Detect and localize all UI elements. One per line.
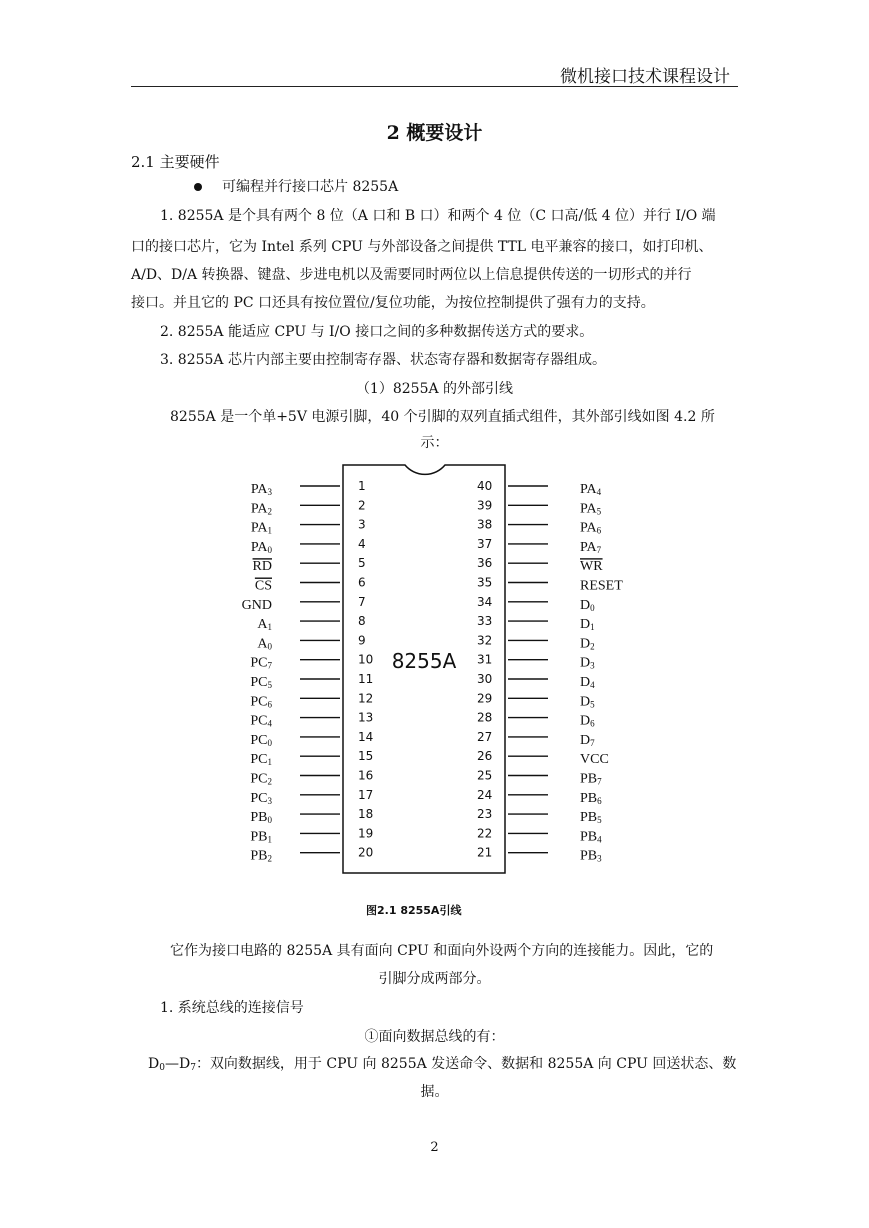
left-pin-number: 12 xyxy=(358,691,374,706)
right-pin-number: 31 xyxy=(477,652,493,667)
pin-label-sub: 6 xyxy=(590,718,595,729)
left-pin-label xyxy=(242,598,272,613)
subsection-heading: 2.1 主要硬件 xyxy=(131,153,220,171)
right-pin-number: 35 xyxy=(477,575,493,590)
dash: — xyxy=(164,1056,179,1072)
right-pin-label xyxy=(580,849,602,864)
pin-label-sub: 6 xyxy=(597,795,602,806)
left-pin-label xyxy=(250,791,272,806)
pin-label-base: PA xyxy=(250,539,268,555)
right-pin-number: 29 xyxy=(477,691,493,706)
pin-label-sub: 0 xyxy=(267,815,272,826)
pin-label-base: D xyxy=(580,655,591,671)
right-pin-label xyxy=(580,675,595,690)
left-pin-number: 19 xyxy=(358,826,374,841)
left-pin-number: 17 xyxy=(358,787,374,802)
right-pin-number: 25 xyxy=(477,768,493,783)
pin-label-sub: 1 xyxy=(267,622,272,633)
right-pin-number: 26 xyxy=(477,749,493,764)
pin-label-base: PA xyxy=(580,482,597,497)
pin-label-base: RD xyxy=(252,559,272,575)
right-pin-label xyxy=(580,772,602,787)
right-pin-label xyxy=(580,598,595,613)
left-pin-label xyxy=(251,540,273,555)
running-header: 微机接口技术课程设计 xyxy=(560,67,730,87)
right-pin-label xyxy=(580,501,602,516)
pin-label-sub: 4 xyxy=(590,680,595,690)
chip-name: 8255A xyxy=(391,649,457,673)
right-pin-label xyxy=(580,791,602,806)
left-pin-number: 14 xyxy=(358,729,374,744)
header-rule xyxy=(131,86,738,87)
left-pin-number: 4 xyxy=(358,536,366,551)
pin-label-base: D xyxy=(580,636,591,652)
right-pin-label xyxy=(580,617,595,632)
right-pin-number: 30 xyxy=(477,672,493,686)
paragraph: 口的接口芯片，它为 Intel 系列 CPU 与外部设备之间提供 TTL 电平兼容的接口，如打印机、 xyxy=(131,239,713,255)
right-pin-label xyxy=(580,579,623,594)
left-pin-label xyxy=(257,636,272,651)
pin-label-sub: 0 xyxy=(267,544,272,555)
right-pin-label xyxy=(580,656,595,671)
pin-label-base: PC xyxy=(250,675,268,690)
right-pin-label xyxy=(580,714,595,729)
d0-label: D xyxy=(148,1056,160,1072)
paragraph: 2. 8255A 能适应 CPU 与 I/O 接口之间的多种数据传送方式的要求。 xyxy=(160,324,594,340)
right-pin-number: 28 xyxy=(477,710,493,725)
pin-label-base: PA xyxy=(250,520,268,536)
bullet-item: 可编程并行接口芯片 8255A xyxy=(222,179,399,195)
pin-label-sub: 1 xyxy=(267,525,272,536)
left-pin-label xyxy=(250,772,272,787)
pin-label-base: D xyxy=(580,617,591,633)
left-pin-label xyxy=(250,694,272,709)
right-pin-label xyxy=(580,559,603,574)
pin-label-base: PB xyxy=(580,771,598,787)
data-line xyxy=(148,1055,736,1077)
right-pin-number: 34 xyxy=(477,594,493,609)
pin-intro: 8255A 是一个单+5V 电源引脚，40 个引脚的双列直插式组件，其外部引线如图 4.2 所 xyxy=(170,409,715,425)
pin-label-base: PA xyxy=(580,501,597,517)
pin-label-base: PA xyxy=(580,539,597,555)
left-pin-number: 18 xyxy=(358,807,374,822)
pin-heading: （1）8255A 的外部引线 xyxy=(355,381,514,397)
d0-sub: 0 xyxy=(159,1063,165,1073)
left-pin-label xyxy=(253,559,272,574)
right-pin-label xyxy=(580,521,602,536)
left-pin-label xyxy=(251,501,272,516)
right-pin-label xyxy=(580,752,609,767)
paragraph-cont: 引脚分成两部分。 xyxy=(378,971,491,987)
right-pin-label xyxy=(580,482,602,497)
figure-caption: 图2.1 8255A引线 xyxy=(366,904,462,917)
left-pin-number: 6 xyxy=(358,575,366,590)
right-pin-number: 27 xyxy=(477,729,493,744)
pin-label-base: PB xyxy=(250,829,268,845)
pin-label-base: PB xyxy=(580,790,598,806)
pin-label-sub: 0 xyxy=(267,641,272,652)
pin-label-base: D xyxy=(580,713,591,729)
pin-label-base: VCC xyxy=(580,752,609,768)
right-pin-number: 36 xyxy=(477,556,493,571)
paragraph: 它作为接口电路的 8255A 具有面向 CPU 和面向外设两个方向的连接能力。因此，它的 xyxy=(170,943,714,959)
pin-label-sub: 2 xyxy=(267,853,272,864)
pin-label-base: A xyxy=(257,636,268,652)
left-pin-number: 8 xyxy=(358,614,366,629)
left-pin-label xyxy=(250,829,272,844)
pin-label-sub: 3 xyxy=(267,487,272,497)
pin-label-base: D xyxy=(580,732,591,748)
left-pin-label xyxy=(251,482,273,497)
page-number: 2 xyxy=(430,1140,439,1155)
pin-label-sub: 3 xyxy=(590,660,595,671)
right-pin-label xyxy=(580,540,602,555)
pin-label-sub: 7 xyxy=(267,660,272,671)
chip-pinout-diagram xyxy=(0,455,869,875)
pin-label-base: PC xyxy=(250,752,268,768)
left-pin-label xyxy=(250,733,272,748)
pin-label-base: PC xyxy=(250,771,268,787)
left-pin-number: 10 xyxy=(358,652,374,667)
pin-label-sub: 2 xyxy=(590,641,595,652)
pin-label-base: PA xyxy=(250,501,268,517)
left-pin-label xyxy=(251,521,272,536)
left-pin-number: 3 xyxy=(358,517,366,532)
left-pin-number: 13 xyxy=(358,710,374,725)
pin-label-base: D xyxy=(580,694,591,710)
left-pin-label xyxy=(250,849,272,864)
pin-label-base: PB xyxy=(250,810,268,826)
right-pin-number: 33 xyxy=(477,614,493,629)
right-pin-label xyxy=(580,636,595,651)
pin-label-sub: 5 xyxy=(597,815,602,826)
pin-label-base: A xyxy=(257,617,268,633)
pin-label-sub: 7 xyxy=(597,776,602,787)
pin-label-sub: 0 xyxy=(590,602,595,613)
bus-heading: 1. 系统总线的连接信号 xyxy=(160,1000,304,1016)
pin-label-base: PA xyxy=(580,520,597,536)
right-pin-number: 39 xyxy=(477,498,493,513)
left-pin-number: 15 xyxy=(358,749,374,764)
left-pin-label xyxy=(250,810,272,825)
right-pin-label xyxy=(580,829,602,844)
pin-label-base: D xyxy=(580,675,591,690)
pin-label-base: CS xyxy=(254,578,272,594)
pin-label-base: PB xyxy=(580,829,598,845)
pin-label-base: PC xyxy=(250,732,268,748)
right-pin-number: 32 xyxy=(477,633,493,648)
data-bus-heading: ①面向数据总线的有： xyxy=(364,1029,505,1045)
paragraph: A/D、D/A 转换器、键盘、步进电机以及需要同时两位以上信息提供传送的一切形式的并行 xyxy=(131,267,692,283)
pin-label-base: RESET xyxy=(580,578,623,594)
left-pin-number: 1 xyxy=(358,479,366,493)
pin-label-sub: 1 xyxy=(267,757,272,768)
right-pin-number: 22 xyxy=(477,826,493,841)
pin-intro-cont: 示： xyxy=(420,435,449,451)
pin-label-sub: 6 xyxy=(267,699,272,710)
left-pin-label xyxy=(257,617,272,632)
pin-label-sub: 4 xyxy=(267,718,272,729)
left-pin-number: 11 xyxy=(358,672,374,686)
right-pin-label xyxy=(580,733,595,748)
pin-label-base: PC xyxy=(250,655,268,671)
right-pin-label xyxy=(580,694,595,709)
left-pin-number: 16 xyxy=(358,768,374,783)
pin-label-sub: 3 xyxy=(597,853,602,864)
right-pin-number: 38 xyxy=(477,517,493,532)
data-line-cont: 据。 xyxy=(420,1084,449,1100)
pin-label-sub: 5 xyxy=(596,506,602,517)
pin-label-sub: 4 xyxy=(597,834,602,845)
pin-label-sub: 0 xyxy=(267,737,272,748)
left-pin-label xyxy=(250,752,272,767)
right-pin-number: 21 xyxy=(477,845,493,860)
pin-label-sub: 1 xyxy=(590,622,595,633)
paragraph: 1. 8255A 是个具有两个 8 位（A 口和 B 口）和两个 4 位（C 口高/低 4 位）并行 I/O 端 xyxy=(160,208,716,224)
left-pin-number: 2 xyxy=(358,498,366,513)
right-pin-label xyxy=(580,810,602,825)
pin-label-sub: 1 xyxy=(267,834,272,845)
pin-label-base: GND xyxy=(241,597,272,613)
pin-label-base: PC xyxy=(250,713,268,729)
left-pin-label xyxy=(250,656,272,671)
pin-label-sub: 5 xyxy=(267,680,272,690)
pin-label-sub: 2 xyxy=(267,776,272,787)
left-pin-label xyxy=(250,714,272,729)
right-pin-number: 23 xyxy=(477,807,493,822)
right-pin-number: 40 xyxy=(477,479,493,493)
pin-label-sub: 4 xyxy=(596,487,602,497)
pin-label-base: PC xyxy=(250,694,268,710)
bullet-icon xyxy=(194,183,202,191)
section-title: 2 概要设计 xyxy=(386,122,483,144)
pin-label-base: D xyxy=(580,597,591,613)
pin-label-sub: 3 xyxy=(267,795,272,806)
pin-label-base: PC xyxy=(250,790,268,806)
paragraph: 接口。并且它的 PC 口还具有按位置位/复位功能，为按位控制提供了强有力的支持。 xyxy=(131,295,655,311)
pin-label-sub: 7 xyxy=(596,544,602,555)
left-pin-number: 7 xyxy=(358,594,366,609)
left-pin-number: 9 xyxy=(358,633,366,648)
pin-label-sub: 5 xyxy=(590,699,595,710)
data-line-text: ：双向数据线，用于 CPU 向 8255A 发送命令、数据和 8255A 向 CPU 回送状态、数 xyxy=(195,1056,737,1072)
d7-sub: 7 xyxy=(190,1063,196,1073)
d7-label: D xyxy=(178,1056,191,1072)
pin-label-base: PA xyxy=(250,482,268,497)
pin-label-sub: 6 xyxy=(596,525,602,536)
right-pin-number: 24 xyxy=(477,787,493,802)
paragraph: 3. 8255A 芯片内部主要由控制寄存器、状态寄存器和数据寄存器组成。 xyxy=(160,352,606,368)
right-pin-number: 37 xyxy=(477,536,493,551)
pin-label-base: PB xyxy=(580,810,598,826)
pin-label-base: PB xyxy=(250,848,268,864)
left-pin-number: 20 xyxy=(358,845,374,860)
pin-label-sub: 7 xyxy=(590,737,595,748)
left-pin-label xyxy=(255,579,272,594)
pin-label-base: PB xyxy=(580,848,598,864)
left-pin-label xyxy=(250,675,272,690)
left-pin-number: 5 xyxy=(358,556,366,571)
pin-label-base: WR xyxy=(580,559,603,575)
pin-label-sub: 2 xyxy=(267,506,272,517)
